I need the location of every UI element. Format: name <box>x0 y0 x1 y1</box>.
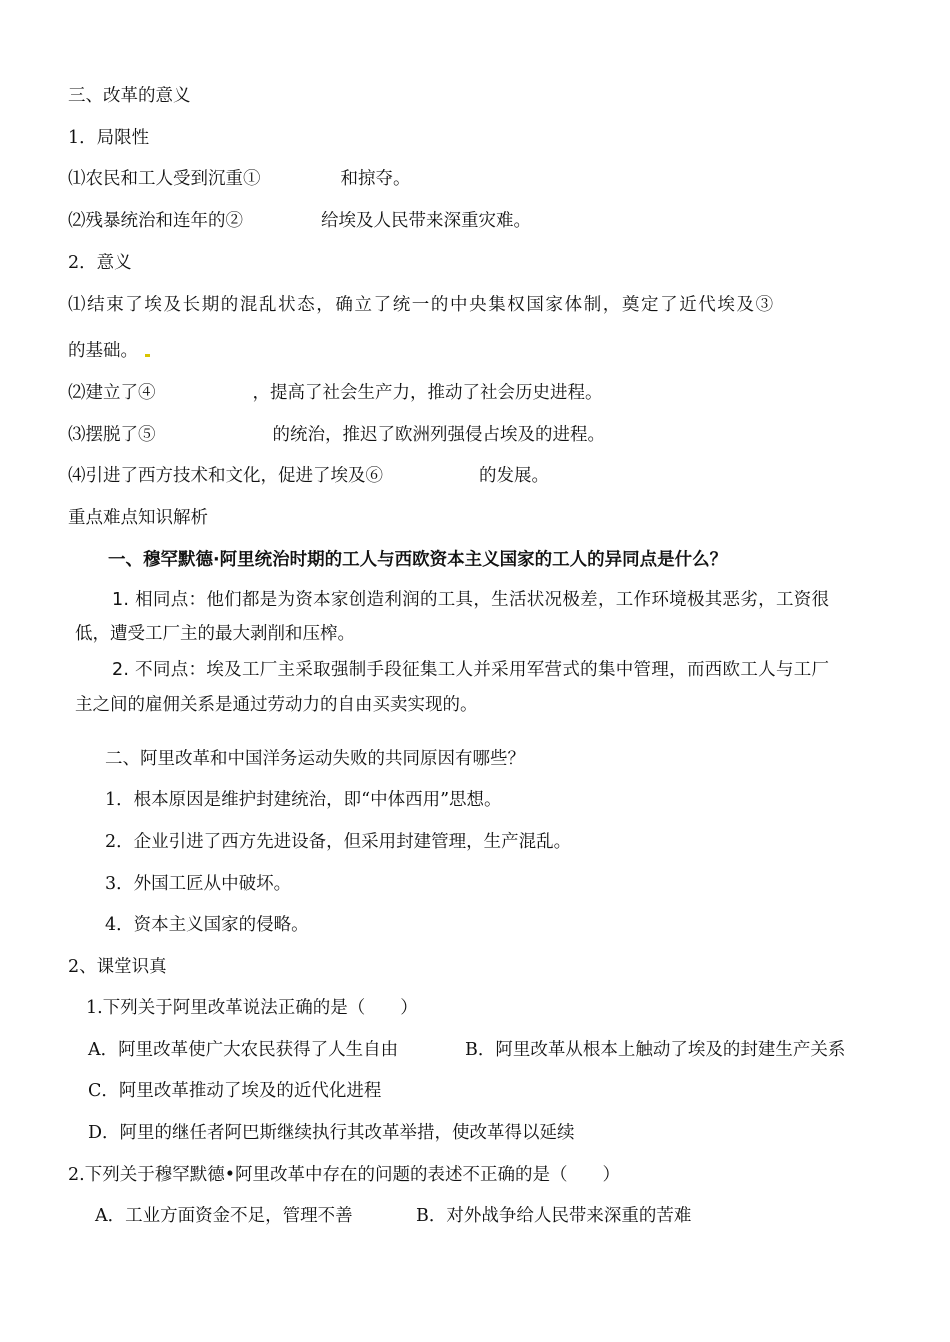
limitation-item-2-text: ⑵残暴统治和连年的② <box>68 211 243 231</box>
limitation-item-2-tail: 给埃及人民带来深重灾难。 <box>321 211 531 231</box>
limitation-item-1-tail: 和掠夺。 <box>340 169 411 189</box>
significance-item-3 <box>68 427 605 445</box>
significance-item-2-text: ⑵建立了④ <box>68 383 156 403</box>
significance-item-3-tail: 的统治，推迟了欧洲列强侵占埃及的进程。 <box>272 425 605 445</box>
question-2-item: 3．外国工匠从中破坏。 <box>105 874 292 894</box>
significance-item-3-text: ⑶摆脱了⑤ <box>68 425 156 445</box>
question-1-point-1-cont: 低，遭受工厂主的最大剥削和压榨。 <box>75 624 355 644</box>
limitation-item-1 <box>68 171 411 189</box>
question-2-title: 二、阿里改革和中国洋务运动失败的共同原因有哪些？ <box>105 749 525 769</box>
significance-item-1: ⑴结束了埃及长期的混乱状态，确立了统一的中央集权国家体制，奠定了近代埃及③ <box>68 295 775 315</box>
question-1-title: 一、穆罕默德·阿里统治时期的工人与西欧资本主义国家的工人的异同点是什么？ <box>108 550 728 570</box>
significance-item-4-tail: 的发展。 <box>479 466 549 486</box>
significance-item-1-cont: 的基础。 <box>68 341 138 361</box>
exercise-q2-option-b: B．对外战争给人民带来深重的苦难 <box>416 1206 692 1226</box>
exercise-title: 2、课堂识真 <box>68 957 167 977</box>
question-1-point-2-cont: 主之间的雇佣关系是通过劳动力的自由买卖实现的。 <box>75 695 478 715</box>
highlight-mark <box>145 354 150 357</box>
exercise-q1-option-a: A．阿里改革使广大农民获得了人生自由 <box>88 1040 399 1060</box>
significance-item-2-tail: ，提高了社会生产力，推动了社会历史进程。 <box>252 383 603 403</box>
question-2-item: 4．资本主义国家的侵略。 <box>105 915 309 935</box>
significance-item-4-text: ⑷引进了西方技术和文化，促进了埃及⑥ <box>68 466 383 486</box>
exercise-q1-option-d: D．阿里的继任者阿巴斯继续执行其改革举措，使改革得以延续 <box>88 1123 575 1143</box>
question-2-item: 1．根本原因是维护封建统治，即“中体西用”思想。 <box>105 790 502 810</box>
question-1-point-1: 1. 相同点：他们都是为资本家创造利润的工具，生活状况极差，工作环境极其恶劣，工资很 <box>112 590 830 610</box>
question-1-point-2: 2. 不同点：埃及工厂主采取强制手段征集工人并采用军营式的集中管理，而西欧工人与工厂 <box>112 660 830 680</box>
exercise-q2-option-a: A．工业方面资金不足，管理不善 <box>95 1206 353 1226</box>
significance-item-4 <box>68 468 549 486</box>
limitation-item-2 <box>68 213 531 231</box>
limitation-item-1-text: ⑴农民和工人受到沉重① <box>68 169 261 189</box>
question-2-item: 2．企业引进了西方先进设备，但采用封建管理，生产混乱。 <box>105 832 572 852</box>
analysis-title: 重点难点知识解析 <box>68 508 208 528</box>
significance-item-2 <box>68 385 603 403</box>
exercise-q1-option-b: B．阿里改革从根本上触动了埃及的封建生产关系 <box>465 1040 846 1060</box>
exercise-q1-stem: 1.下列关于阿里改革说法正确的是（ ） <box>86 998 418 1018</box>
section-title: 三、改革的意义 <box>68 86 191 106</box>
exercise-q2-stem: 2.下列关于穆罕默德•阿里改革中存在的问题的表述不正确的是（ ） <box>68 1165 621 1185</box>
significance-title: 2．意义 <box>68 253 132 273</box>
limitation-title: 1．局限性 <box>68 128 150 148</box>
exercise-q1-option-c: C．阿里改革推动了埃及的近代化进程 <box>88 1081 382 1101</box>
